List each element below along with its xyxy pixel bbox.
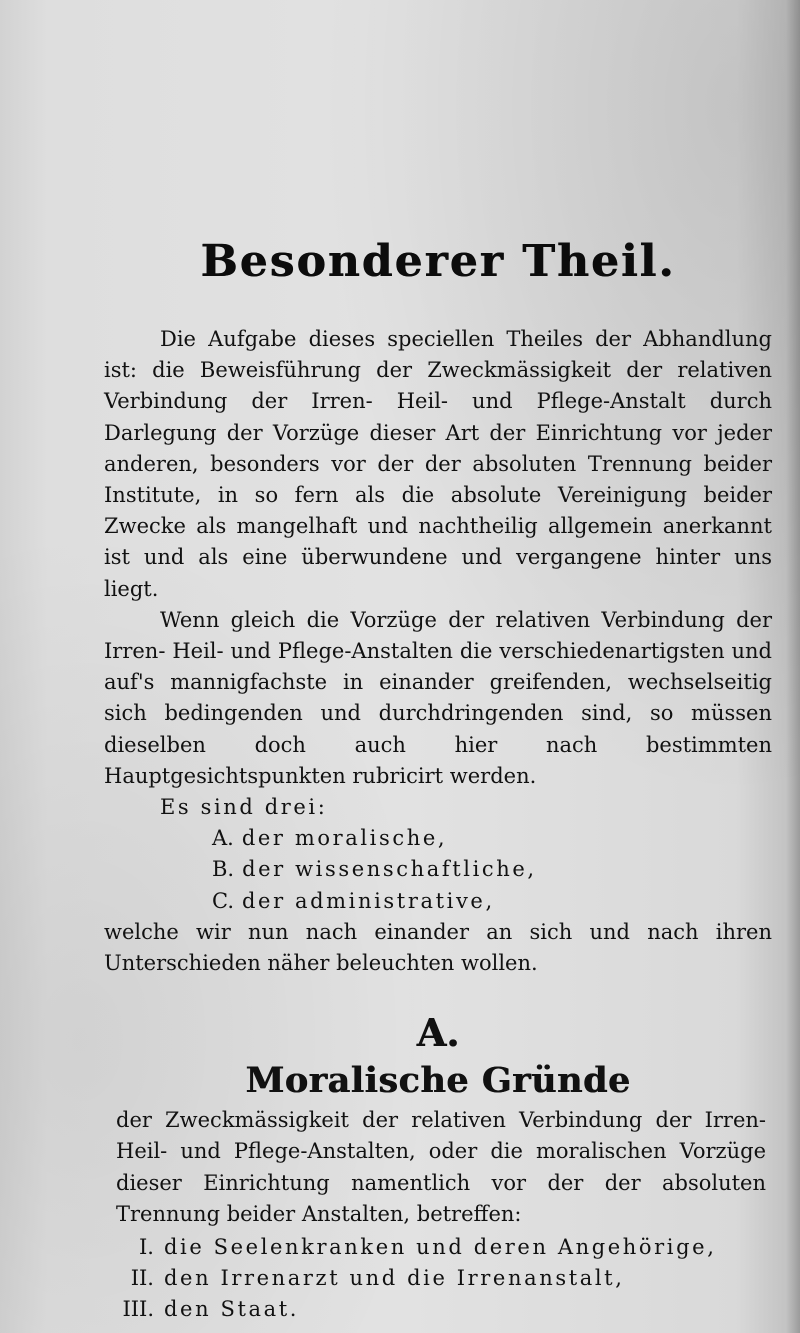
item-text: den Irrenarzt und die Irrenanstalt, <box>164 1266 625 1291</box>
paragraph-1: Die Aufgabe dieses speciellen Theiles der Abhandlung ist: die Beweisführung der Zweckmässigkeit der relativen Verbindung der Irren- Heil- und Pflege-Anstalt durch Darlegung der Vorzüge dieser Art der Einrichtung vor jeder anderen, besonders vor der der absoluten Trennung beider Institute, in so fern als die absolute Vereinigung beider Zwecke als mangelhaft und nachtheilig allgemein anerkannt ist und als eine überwundene und vergangene hinter uns liegt. <box>104 327 772 601</box>
item-text: den Staat. <box>164 1297 300 1322</box>
item-number: I. <box>139 1235 154 1260</box>
list-item <box>116 1232 772 1263</box>
section-paragraph: der Zweckmässigkeit der relativen Verbindung der Irren-Heil- und Pflege-Anstalten, oder die moralischen Vorzüge dieser Einrichtung namentlich vor der der absoluten Trennung beider Anstalten, betreffen: <box>116 1108 766 1226</box>
list-item <box>212 854 772 885</box>
point-label: B. <box>212 857 235 882</box>
points-intro: Es sind drei: <box>160 795 328 820</box>
points-list <box>104 823 772 917</box>
item-number: II. <box>130 1266 154 1291</box>
point-text: der wissenschaftliche, <box>242 857 537 882</box>
page-content <box>104 236 772 1326</box>
item-text: die Seelenkranken und deren Angehörige, <box>164 1235 717 1260</box>
page-edge-shadow <box>786 0 800 1333</box>
list-item <box>212 823 772 854</box>
section-items-list <box>104 1232 772 1326</box>
part-heading: Besonderer Theil. <box>200 236 676 287</box>
item-number: III. <box>122 1297 154 1322</box>
point-label: C. <box>212 888 234 913</box>
point-label: A. <box>212 826 234 851</box>
point-text: der administrative, <box>242 888 495 913</box>
section-title: Moralische Gründe <box>245 1060 631 1102</box>
list-item <box>212 886 772 917</box>
list-item <box>116 1263 772 1294</box>
closing-paragraph: welche wir nun nach einander an sich und nach ihren Unterschieden näher beleuchten wollen. <box>104 919 772 976</box>
section-letter: A. <box>416 1010 460 1056</box>
list-item <box>116 1294 772 1325</box>
paragraph-2: Wenn gleich die Vorzüge der relativen Verbindung der Irren- Heil- und Pflege-Anstalten die verschiedenartigsten und auf's mannigfachste in einander greifenden, wechselseitig sich bedingenden und durchdringenden sind, so müssen dieselben doch auch hier nach bestimmten Hauptgesichtspunkten rubricirt werden. <box>104 607 772 788</box>
point-text: der moralische, <box>241 826 448 851</box>
